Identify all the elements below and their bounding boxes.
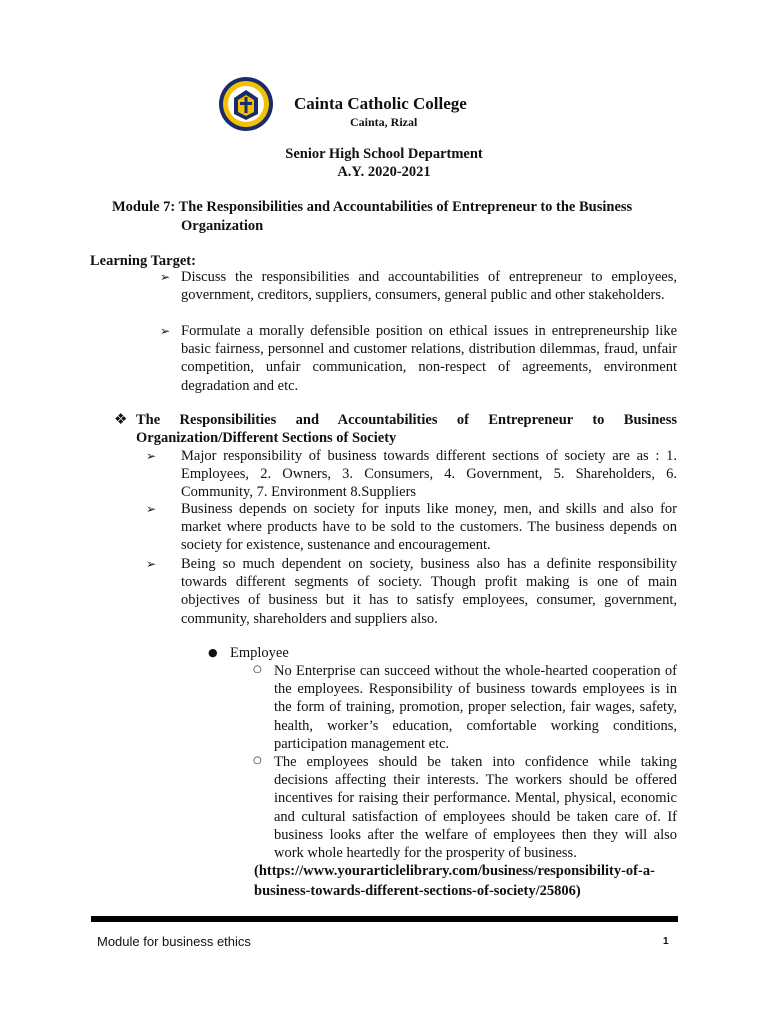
arrow-bullet-icon: ➢ [146,502,157,516]
section-item: Major responsibility of business towards different sections of society are as : 1. Employees, 2. Owners, 3. Consumers, 4. Government, 5. Shareholders, 6. Community, 7. Environment 8.Suppliers [181,448,677,501]
college-seal-logo [218,76,274,132]
employee-label: Employee [230,645,289,661]
section-heading-line1: The Responsibilities and Accountabilities of Entrepreneur to Business [136,412,677,428]
reference-line2: business-towards-different-sections-of-society/25806) [254,883,581,899]
arrow-bullet-icon: ➢ [146,449,157,463]
learning-target-item: Formulate a morally defensible position on ethical issues in entrepreneurship like basic fairness, personnel and customer relations, distribution dilemmas, fraud, unfair competition, unfair communication, non-respect of agreements, environment degradation and etc. [181,323,677,394]
employee-point: The employees should be taken into confidence while taking decisions affecting their interests. The workers should be offered incentives for raising their performance. Mental, physical, economic and cultural satisfaction of employees should be taken care of. If business looks after the welfare of employees then they will also work whole heartedly for the prosperity of business. [274,754,677,862]
module-title-line1: Module 7: The Responsibilities and Accountabilities of Entrepreneur to the Business [112,199,633,215]
learning-target-heading: Learning Target: [90,253,196,269]
arrow-bullet-icon: ➢ [160,270,171,284]
module-title-line2: Organization [181,218,264,234]
diamond-bullet-icon: ❖ [114,410,128,428]
bullet-dot-icon: ● [208,646,218,659]
college-location: Cainta, Rizal [350,115,418,129]
section-item: Being so much dependent on society, business also has a definite responsibility towards different segments of society. Though profit making is one of main objectives of business but it has to satisfy employees, consumer, government, community, shareholders and suppliers also. [181,556,677,627]
arrow-bullet-icon: ➢ [160,324,171,338]
footer-divider [91,916,678,922]
college-name: Cainta Catholic College [294,94,467,113]
section-heading-line2: Organization/Different Sections of Society [136,430,397,447]
section-heading [136,411,677,447]
department-block [0,145,768,181]
footer-text: Module for business ethics [97,934,251,949]
learning-target-item: Discuss the responsibilities and accountabilities of entrepreneur to employees, government, creditors, suppliers, consumers, general public and other stakeholders. [181,269,677,304]
circle-bullet-icon: ○ [253,664,262,675]
department-title: Senior High School Department [285,146,483,162]
circle-bullet-icon: ○ [253,755,262,766]
employee-point: No Enterprise can succeed without the whole-hearted cooperation of the employees. Responsibility of business towards employees is in the form of training, promotion, proper selection, fair wages, safety, health, worker’s education, comfortable working conditions, participation management etc. [274,663,677,752]
section-item: Business depends on society for inputs like money, men, and skills and also for market where products have to be sold to the customers. The business depends on society for existence, sustenance and encouragement. [181,501,677,554]
reference-line1: (https://www.yourarticlelibrary.com/business/responsibility-of-a- [254,863,655,879]
page-number: 1 [663,936,669,947]
arrow-bullet-icon: ➢ [146,557,157,571]
academic-year: A.Y. 2020-2021 [337,164,431,180]
module-title [112,198,672,236]
reference-link[interactable] [254,861,684,901]
